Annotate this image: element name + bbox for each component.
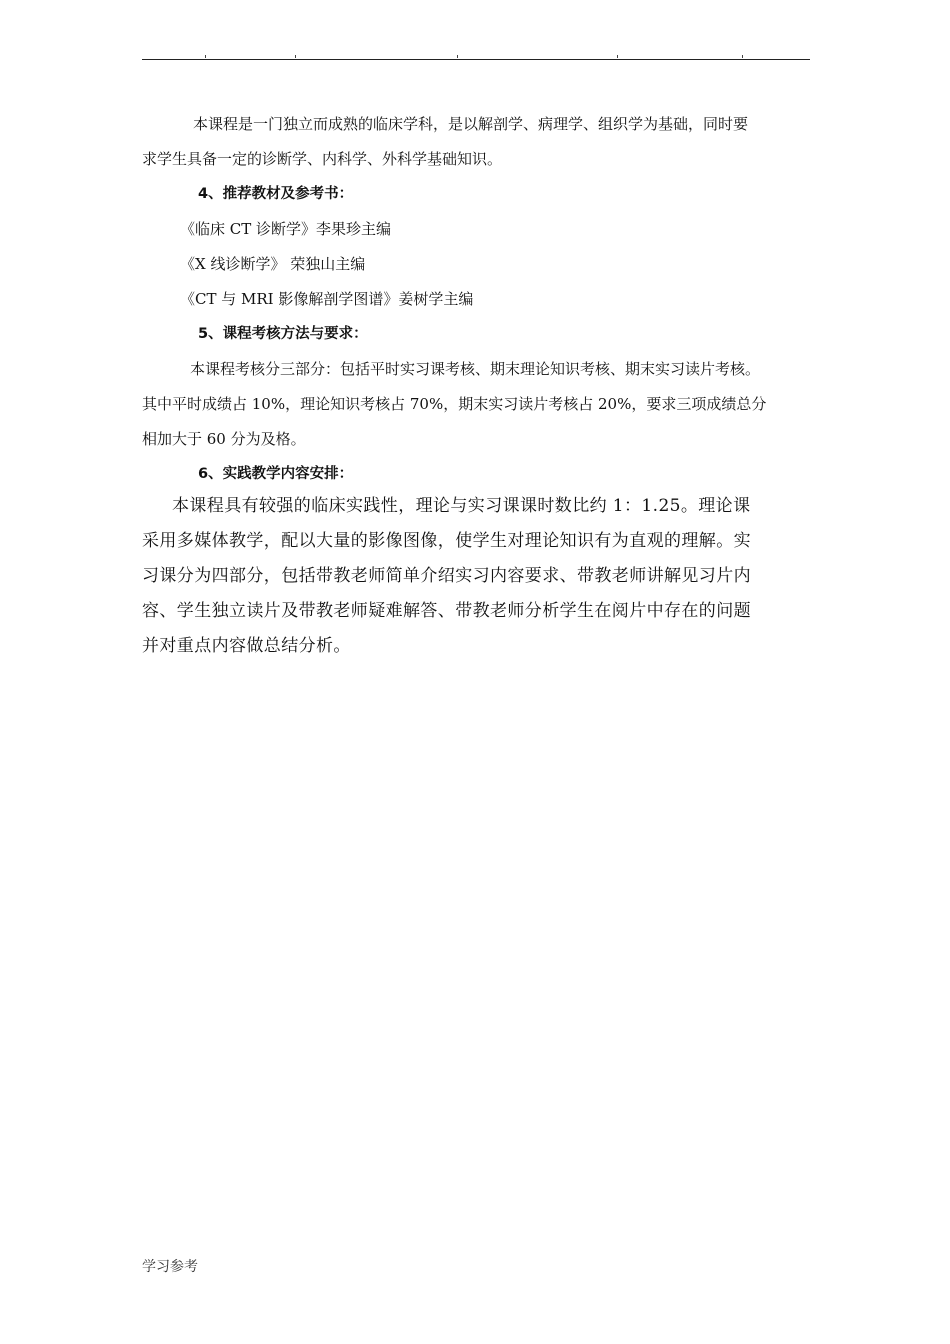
- header-tick-mark: [617, 55, 618, 58]
- practice-paragraph-line: 采用多媒体教学，配以大量的影像图像，使学生对理论知识有为直观的理解。实: [142, 531, 751, 551]
- practice-paragraph-line: 并对重点内容做总结分析。: [142, 636, 351, 656]
- footer-label: 学习参考: [142, 1259, 198, 1275]
- section-heading-assessment: 5、课程考核方法与要求：: [198, 326, 368, 342]
- header-rule: [142, 59, 810, 60]
- practice-paragraph-line: 本课程具有较强的临床实践性，理论与实习课课时数比约 1：1.25。理论课: [172, 496, 751, 516]
- assessment-paragraph-line: 相加大于 60 分为及格。: [142, 430, 306, 448]
- assessment-paragraph-line: 其中平时成绩占 10%，理论知识考核占 70%，期末实习读片考核占 20%，要求三项成绩总分: [142, 395, 767, 413]
- practice-paragraph-line: 习课分为四部分，包括带教老师简单介绍实习内容要求、带教老师讲解见习片内: [142, 566, 751, 586]
- section-heading-practice: 6、实践教学内容安排：: [198, 466, 354, 482]
- reference-book-item: 《X 线诊断学》 荣独山主编: [180, 255, 366, 273]
- assessment-paragraph-line: 本课程考核分三部分：包括平时实习课考核、期末理论知识考核、期末实习读片考核。: [190, 360, 761, 378]
- section-heading-textbooks: 4、推荐教材及参考书：: [198, 186, 354, 202]
- intro-paragraph-line: 求学生具备一定的诊断学、内科学、外科学基础知识。: [142, 150, 503, 168]
- header-tick-mark: [742, 55, 743, 58]
- header-tick-mark: [295, 55, 296, 58]
- reference-book-item: 《临床 CT 诊断学》李果珍主编: [180, 220, 392, 238]
- reference-book-item: 《CT 与 MRI 影像解剖学图谱》姜树学主编: [180, 290, 474, 308]
- header-tick-mark: [457, 55, 458, 58]
- practice-paragraph-line: 容、学生独立读片及带教老师疑难解答、带教老师分析学生在阅片中存在的问题: [142, 601, 751, 621]
- header-tick-mark: [205, 55, 206, 58]
- intro-paragraph-line: 本课程是一门独立而成熟的临床学科，是以解剖学、病理学、组织学为基础，同时要: [193, 115, 749, 133]
